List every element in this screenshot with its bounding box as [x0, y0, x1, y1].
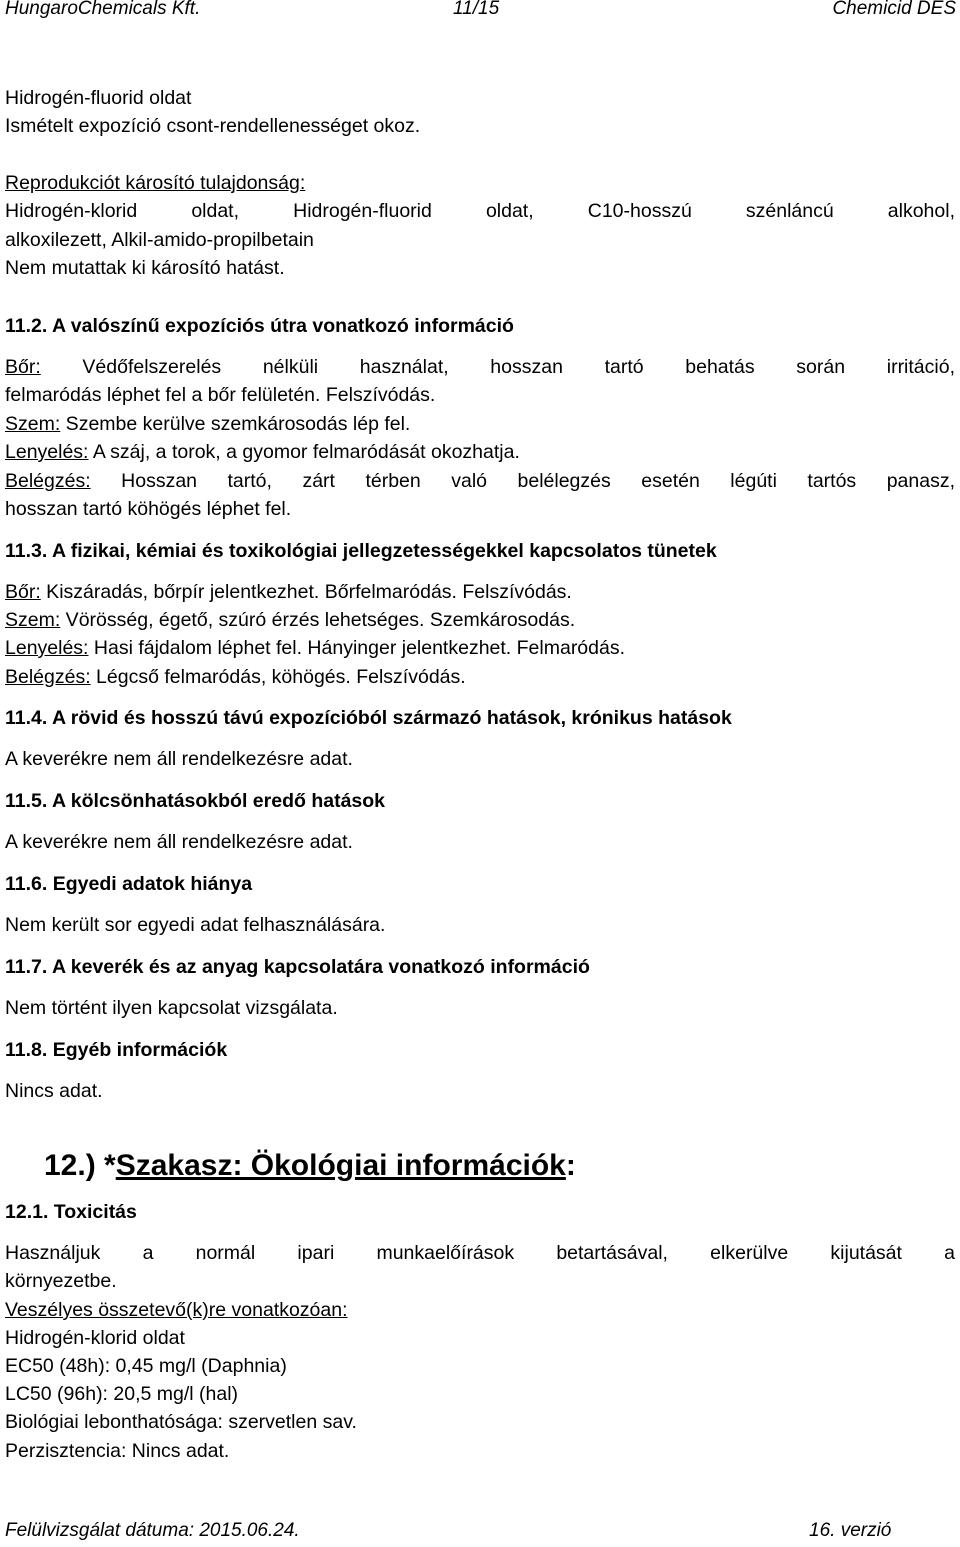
s113-eye-line [5, 606, 575, 635]
s113-eye-text: Vörösség, égető, szúró érzés lehetséges. Szemkárosodás. [60, 609, 576, 631]
s112-skin-label: Bőr: [5, 356, 41, 378]
section-11-5-title: 11.5. A kölcsönhatásokból eredő hatások [5, 790, 386, 812]
header-software: Chemicid DES [832, 0, 956, 19]
s113-inhalation-line [5, 663, 466, 692]
s113-ingestion-line [5, 634, 625, 663]
s112-eye-line [5, 410, 410, 439]
section-11-7-title: 11.7. A keverék és az anyag kapcsolatára vonatkozó információ [5, 956, 590, 978]
persistence: Perzisztencia: Nincs adat. [5, 1440, 230, 1462]
s118-text: Nincs adat. [5, 1080, 103, 1102]
header-page-number: 11/15 [453, 0, 500, 19]
hazard-components-label: Veszélyes összetevő(k)re vonatkozóan: [5, 1299, 348, 1321]
section-11-4-title: 11.4. A rövid és hosszú távú expozícióból származó hatások, krónikus hatások [5, 707, 732, 729]
s121-line-2: környezetbe. [5, 1270, 117, 1292]
section-11-8-title: 11.8. Egyéb információk [5, 1039, 228, 1061]
footer-version: 16. verzió [809, 1520, 892, 1541]
s112-ingestion-text: A száj, a torok, a gyomor felmaródását okozhatja. [88, 441, 520, 463]
section-12-colon: : [565, 1149, 576, 1182]
s117-text: Nem történt ilyen kapcsolat vizsgálata. [5, 997, 338, 1019]
section-12-label: Szakasz: Ökológiai információk [115, 1149, 566, 1182]
s113-inhalation-text: Légcső felmaródás, köhögés. Felszívódás. [90, 666, 466, 688]
s113-ingestion-text: Hasi fájdalom léphet fel. Hányinger jelentkezhet. Felmaródás. [88, 637, 626, 659]
s112-eye-text: Szembe kerülve szemkárosodás lép fel. [60, 413, 411, 435]
section-12-number: 12.) * [44, 1149, 116, 1182]
s112-inhalation-label: Belégzés: [5, 470, 91, 492]
s121-line-1: Használjuk a normál ipari munkaelőírások betartásával, elkerülve kijutását a [5, 1242, 955, 1264]
s115-text: A keverékre nem áll rendelkezésre adat. [5, 831, 353, 853]
s113-skin-text: Kiszáradás, bőrpír jelentkezhet. Bőrfelmaródás. Felszívódás. [40, 581, 572, 603]
substance-name: Hidrogén-klorid oldat [5, 1327, 185, 1349]
footer-revision-date: Felülvizsgálat dátuma: 2015.06.24. [5, 1520, 300, 1541]
repro-line-3: Nem mutattak ki károsító hatást. [5, 257, 285, 279]
hf-text: Ismételt expozíció csont-rendellenességet okoz. [5, 115, 421, 137]
s113-ingestion-label: Lenyelés: [5, 637, 89, 659]
section-12-1-title: 12.1. Toxicitás [5, 1201, 137, 1223]
section-12-heading [44, 1148, 576, 1184]
s112-inhalation-text: Hosszan tartó, zárt térben való belélegzés esetén légúti tartós panasz, [90, 470, 955, 492]
s112-skin-text: Védőfelszerelés nélküli használat, hosszan tartó behatás során irritáció, [40, 356, 955, 378]
s113-skin-label: Bőr: [5, 581, 41, 603]
s112-eye-label: Szem: [5, 413, 61, 435]
s112-ingestion-line [5, 438, 520, 467]
s112-ingestion-label: Lenyelés: [5, 441, 89, 463]
s112-skin-line-1 [5, 353, 955, 382]
page-header [0, 0, 960, 24]
hf-title: Hidrogén-fluorid oldat [5, 87, 192, 109]
ec50-value: EC50 (48h): 0,45 mg/l (Daphnia) [5, 1355, 287, 1377]
s112-skin-line-2: felmaródás léphet fel a bőr felületén. Felszívódás. [5, 384, 436, 406]
repro-label: Reprodukciót károsító tulajdonság: [5, 172, 306, 194]
s113-inhalation-label: Belégzés: [5, 666, 91, 688]
repro-line-1: Hidrogén-klorid oldat, Hidrogén-fluorid oldat, C10-hosszú szénláncú alkohol, [5, 200, 955, 222]
header-company: HungaroChemicals Kft. [5, 0, 201, 19]
lc50-value: LC50 (96h): 20,5 mg/l (hal) [5, 1383, 239, 1405]
biodegradability: Biológiai lebonthatósága: szervetlen sav. [5, 1411, 357, 1433]
section-11-3-title: 11.3. A fizikai, kémiai és toxikológiai jellegzetességekkel kapcsolatos tünetek [5, 540, 717, 562]
section-11-2-title: 11.2. A valószínű expozíciós útra vonatkozó információ [5, 315, 514, 337]
repro-line-2: alkoxilezett, Alkil-amido-propilbetain [5, 229, 314, 251]
s114-text: A keverékre nem áll rendelkezésre adat. [5, 748, 353, 770]
section-11-6-title: 11.6. Egyedi adatok hiánya [5, 873, 253, 895]
s112-inhalation-line-1 [5, 467, 955, 496]
s113-eye-label: Szem: [5, 609, 61, 631]
s112-inhalation-line-2: hosszan tartó köhögés léphet fel. [5, 498, 292, 520]
s113-skin-line [5, 578, 572, 607]
s116-text: Nem került sor egyedi adat felhasználására. [5, 914, 386, 936]
